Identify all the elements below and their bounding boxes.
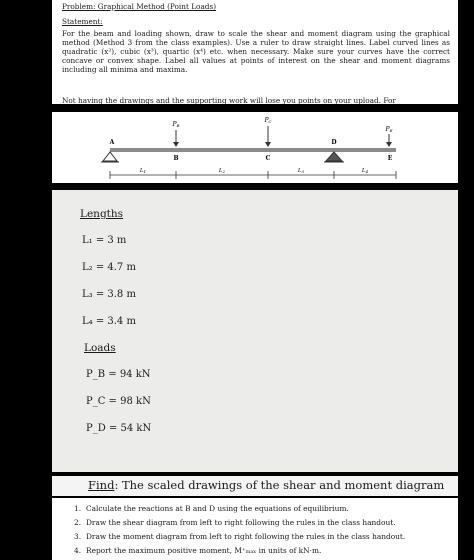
task-item: 1. Calculate the reactions at B and D using the equations of equilibrium.	[74, 504, 349, 513]
pin-support-a	[101, 152, 119, 162]
load-label-pb: PB	[172, 121, 180, 128]
given-data-card	[52, 190, 458, 472]
tasks-card	[52, 498, 458, 560]
load-arrow-pe	[386, 134, 392, 147]
load-label-pe: PE	[385, 126, 393, 133]
load-arrow-pb	[173, 130, 179, 147]
task-item: 2. Draw the shear diagram from left to right following the rules in the class handout.	[74, 518, 396, 527]
length-l3: L₃ = 3.8 m	[82, 289, 136, 300]
loads-heading: Loads	[84, 342, 116, 354]
length-l2: L₂ = 4.7 m	[82, 262, 136, 273]
find-text: : The scaled drawings of the shear and moment diagram	[114, 478, 445, 492]
span-label-l1: L1	[139, 168, 147, 174]
span-label-l4: L4	[361, 168, 369, 174]
statement-cut-line: Not having the drawings and the supporting work will lose you points on your upload. For	[62, 96, 396, 104]
task-item: 3. Draw the moment diagram from left to right following the rules in the class handout.	[74, 532, 406, 541]
point-label-c: C	[265, 155, 271, 162]
load-pd: P_D = 54 kN	[86, 423, 152, 434]
beam-diagram-card	[52, 112, 458, 183]
task-item: 4. Report the maximum positive moment, M⁺ₘₐₓ in units of kN·m.	[74, 546, 322, 555]
load-pc: P_C = 98 kN	[86, 396, 151, 407]
beam-diagram	[52, 112, 458, 183]
statement-label: Statement:	[62, 17, 103, 26]
point-label-b: B	[173, 155, 179, 162]
length-l4: L₄ = 3.4 m	[82, 316, 136, 327]
load-label-pc: PC	[264, 117, 272, 124]
point-label-a: A	[109, 139, 115, 146]
statement-body: For the beam and loading shown, draw to scale the shear and moment diagram using the graphical method (Method 3 from the class examples). Use a ruler to draw straight lines. Label curved lines as quadratic (x²), cubic (x³), quartic (x⁴) etc. when necessary. Make sure your curves have the correct concave or convex shape. Label all values at points of interest on the shear and moment diagrams including all minima and maxima.	[62, 29, 450, 74]
lengths-heading: Lengths	[80, 208, 124, 220]
span-label-l2: L2	[218, 168, 226, 174]
beam	[110, 148, 396, 152]
find-label: Find	[88, 478, 115, 492]
pin-support-d	[324, 152, 344, 162]
point-label-d: D	[331, 139, 337, 146]
length-l1: L₁ = 3 m	[82, 235, 127, 246]
load-arrow-pc	[265, 126, 271, 147]
find-line	[88, 478, 444, 492]
load-pb: P_B = 94 kN	[86, 369, 151, 380]
find-card	[52, 476, 458, 496]
span-label-l3: L3	[297, 168, 305, 174]
statement-card	[52, 0, 458, 104]
problem-title: Problem: Graphical Method (Point Loads)	[62, 2, 217, 11]
point-label-e: E	[387, 155, 393, 162]
